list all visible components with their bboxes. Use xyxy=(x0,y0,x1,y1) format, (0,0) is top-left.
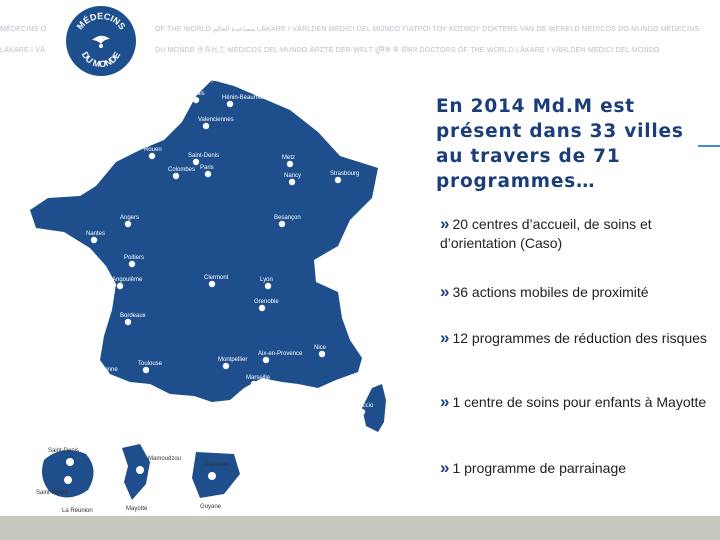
marker-icon xyxy=(193,97,199,103)
city-label: Toulouse xyxy=(138,361,163,367)
city-label: Poitiers xyxy=(124,255,145,261)
accent-divider xyxy=(698,145,720,147)
inset-label: Guyane xyxy=(200,504,222,510)
marker-icon xyxy=(289,179,295,185)
chevron-icon: » xyxy=(440,392,450,411)
city-label: Bordeaux xyxy=(120,313,146,319)
inset-guyane xyxy=(192,452,240,510)
town-label: Cayenne xyxy=(204,462,229,468)
headline-line: En 2014 Md.M est xyxy=(436,96,635,117)
bullet-text: 36 actions mobiles de proximité xyxy=(452,284,649,300)
marker-icon xyxy=(319,351,325,357)
marker-icon xyxy=(227,101,233,107)
city-marker xyxy=(112,137,137,149)
dove-icon xyxy=(92,36,110,48)
city-label: Rouen xyxy=(144,147,162,153)
city-label: Angers xyxy=(120,215,140,221)
city-label: Montpellier xyxy=(218,357,248,363)
marker-icon xyxy=(359,409,365,415)
city-label: Metz xyxy=(282,155,296,161)
marker-icon xyxy=(91,237,97,243)
marker-icon xyxy=(335,177,341,183)
banner-left-text xyxy=(0,14,50,66)
city-marker xyxy=(108,377,119,389)
banner-right-text xyxy=(155,14,720,66)
bullet-item xyxy=(440,458,710,478)
headline-line: présent dans 33 villes xyxy=(436,121,684,142)
city-label: Colombes xyxy=(168,167,196,173)
chevron-icon: » xyxy=(440,282,450,301)
city-label: Nancy xyxy=(284,173,302,179)
france-map xyxy=(0,70,430,520)
footer-bar xyxy=(0,516,720,540)
banner-line: LÄKARE I VÄ xyxy=(0,46,45,54)
marker-icon xyxy=(173,173,179,179)
city-label: Nice xyxy=(314,345,327,351)
inset-label: Mayotte xyxy=(126,506,148,512)
marker-icon xyxy=(193,159,199,165)
city-label: Clermont xyxy=(204,275,229,281)
marker-icon xyxy=(263,357,269,363)
marker-icon xyxy=(129,261,135,267)
marker-icon xyxy=(64,476,72,484)
city-label: Nantes xyxy=(86,231,106,237)
city-label: Calais xyxy=(188,91,205,97)
bullet-item xyxy=(440,392,710,412)
inset-reunion xyxy=(36,448,94,514)
marker-icon xyxy=(66,458,74,466)
city-label: Marseille xyxy=(246,375,271,381)
bullet-text: 12 programmes de réduction des risques xyxy=(452,330,707,346)
marker-icon xyxy=(117,143,123,149)
marker-icon xyxy=(113,383,119,389)
logo-bottom-text: DU MONDE xyxy=(79,50,123,70)
banner-line: MÉDECINS O xyxy=(0,25,47,33)
map-svg xyxy=(0,70,430,520)
bullet-text: 20 centres d’accueil, de soins et d’orientation (Caso) xyxy=(440,216,652,251)
city-label: Valenciennes xyxy=(198,117,234,123)
marker-icon xyxy=(125,319,131,325)
city-label: Saint-Denis xyxy=(188,153,220,159)
headline-line: programmes… xyxy=(436,171,596,192)
marker-icon xyxy=(125,221,131,227)
town-label: Saint-Pierre xyxy=(36,490,68,496)
chevron-icon: » xyxy=(440,328,450,347)
marker-icon xyxy=(143,367,149,373)
town-label: Saint-Denis xyxy=(48,448,80,454)
inset-mayotte xyxy=(122,444,181,512)
marker-icon xyxy=(279,221,285,227)
inset-label: La Réunion xyxy=(62,508,93,514)
chevron-icon: » xyxy=(440,214,450,233)
bullet-item xyxy=(440,214,710,253)
headline xyxy=(436,94,706,194)
city-label: Aix-en-Provence xyxy=(258,351,303,357)
city-label: Besançon xyxy=(274,215,301,221)
city-label: Hénin-Beaumont xyxy=(222,95,268,101)
city-label: Paris xyxy=(200,165,214,171)
marker-icon xyxy=(117,283,123,289)
bullet-item xyxy=(440,328,710,348)
marker-icon xyxy=(203,123,209,129)
marker-icon xyxy=(209,281,215,287)
bullet-text: 1 programme de parrainage xyxy=(452,460,627,476)
city-label: Angoulême xyxy=(112,277,143,283)
bullet-text: 1 centre de soins pour enfants à Mayotte xyxy=(452,394,707,410)
marker-icon xyxy=(265,283,271,289)
bullet-item xyxy=(440,282,710,302)
town-label: Mamoudzou xyxy=(148,456,182,462)
marker-icon xyxy=(136,466,144,474)
logo-top-text: MÉDECINS xyxy=(74,10,128,32)
chevron-icon: » xyxy=(440,458,450,477)
city-label: Strasbourg xyxy=(330,171,360,177)
marker-icon xyxy=(195,83,201,89)
city-label: Pau xyxy=(108,377,119,383)
marker-icon xyxy=(223,363,229,369)
marker-icon xyxy=(205,171,211,177)
city-label: Le Havre xyxy=(112,137,137,143)
marker-icon xyxy=(208,472,216,480)
marker-icon xyxy=(287,161,293,167)
marker-icon xyxy=(251,381,257,387)
marker-icon xyxy=(259,305,265,311)
city-label: Lyon xyxy=(260,277,273,283)
city-label: Ajaccio xyxy=(354,403,374,409)
city-label: Dunkerque xyxy=(190,77,220,83)
headline-line: au travers de 71 xyxy=(436,146,621,167)
marker-icon xyxy=(149,153,155,159)
banner-line: DU MONDE 世界医生 MÉDICOS DEL MUNDO ÄRZTE DER WELT दुनिया के डॉक्टर DOCTORS OF THE WORLD LÄKARE I VÄRLDEN MEDICI DEL MONDO xyxy=(155,46,660,54)
mdm-logo xyxy=(66,6,136,76)
logo-graphic xyxy=(66,6,136,76)
marker-icon xyxy=(99,373,105,379)
city-label: Grenoble xyxy=(254,299,279,305)
city-label: Bayonne xyxy=(94,367,118,373)
banner-line: OF THE WORLD مساعدة العالم LÄKARE I VÄRLDEN MEDICI DEL MONDO ΓΙΑΤΡΟΙ ΤΟΥ ΚΟΣΜΟΥ DOKTERS VAN DE WERELD MÉDICOS DO MUNDO MÉDECINS xyxy=(155,25,700,33)
